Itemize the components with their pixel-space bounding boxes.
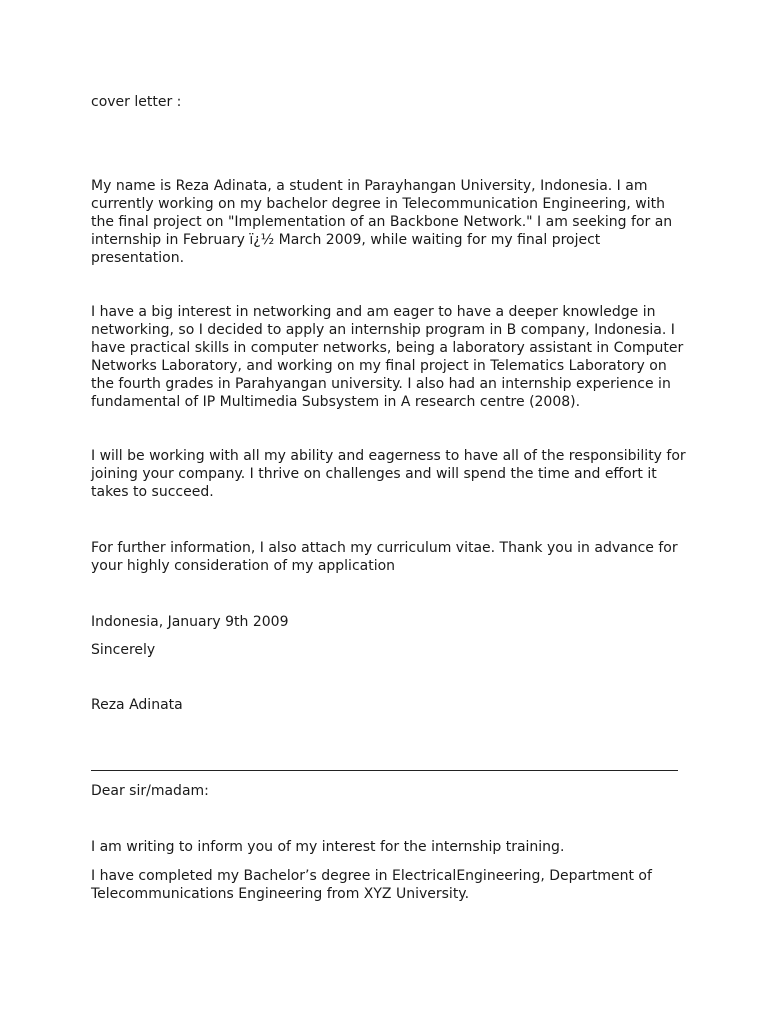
- paragraph-further-info: For further information, I also attach my curriculum vitae. Thank you in advance for your highly consideration of my application: [91, 540, 678, 574]
- paragraph-commitment: I will be working with all my ability and eagerness to have all of the responsibility for joining your company. I thrive on challenges and will spend the time and effort it takes to succeed.: [91, 448, 686, 500]
- salutation: Dear sir/madam:: [91, 783, 209, 799]
- signature-name: Reza Adinata: [91, 697, 183, 713]
- document-heading: cover letter :: [91, 94, 182, 110]
- paragraph-introduction: My name is Reza Adinata, a student in Parayhangan University, Indonesia. I am currently working on my bachelor degree in Telecommunication Engineering, with the final project on "Implementation of an Backbone Network." I am seeking for an internship in February ï¿½ March 2009, while waiting for my final project presentation.: [91, 178, 673, 266]
- date-line: Indonesia, January 9th 2009: [91, 614, 289, 630]
- paragraph-education: I have completed my Bachelor’s degree in ElectricalEngineering, Department of Telecommunications Engineering from XYZ University.: [91, 868, 652, 902]
- paragraph-intent: I am writing to inform you of my interest for the internship training.: [91, 839, 565, 855]
- horizontal-divider: [91, 770, 678, 771]
- paragraph-interest: I have a big interest in networking and am eager to have a deeper knowledge in networking, so I decided to apply an internship program in B company, Indonesia. I have practical skills in computer networks, being a laboratory assistant in Computer Networks Laboratory, and working on my final project in Telematics Laboratory on the fourth grades in Parahyangan university. I also had an internship experience in fundamental of IP Multimedia Subsystem in A research centre (2008).: [91, 304, 684, 410]
- closing: Sincerely: [91, 642, 156, 658]
